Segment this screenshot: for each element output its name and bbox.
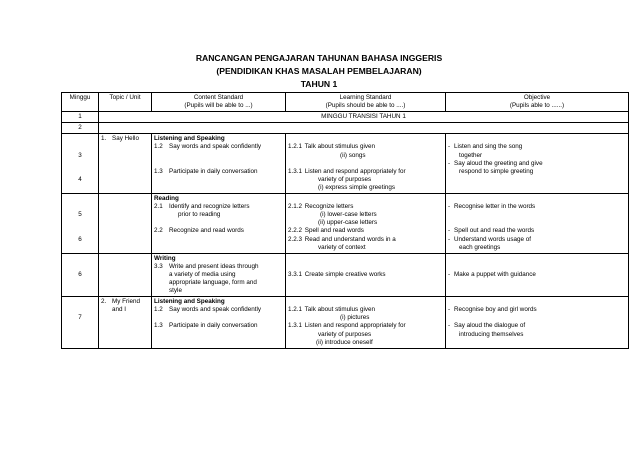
- week-cell: 5 6: [62, 194, 99, 254]
- topic-cell: [99, 253, 152, 296]
- week-cell: 3 4: [62, 134, 99, 194]
- header-minggu: Minggu: [62, 93, 99, 112]
- header-row: [62, 93, 629, 112]
- week-cell: 1: [62, 112, 99, 123]
- objective-cell: - Make a puppet with guidance: [446, 253, 629, 296]
- content-standard-cell: Writing 3.3 Write and present ideas through a variety of media using appropriate language, form and style: [152, 253, 286, 296]
- topic-cell: 2. My Friend and I: [99, 297, 152, 349]
- header-objective: Objective (Pupils able to ......): [446, 93, 629, 112]
- table-row: [62, 112, 629, 123]
- table-row: [62, 123, 629, 134]
- document-title: [0, 52, 638, 91]
- yearly-plan-table: [61, 92, 629, 349]
- learning-standard-cell: 1.2.1 Talk about stimulus given (ii) songs 1.3.1 Listen and respond appropriately for variety of purposes (i) express simple greetings: [286, 134, 446, 194]
- transition-week-cell: MINGGU TRANSISI TAHUN 1: [99, 112, 629, 123]
- objective-cell: - Listen and sing the song together - Say aloud the greeting and give respond to simple greeting: [446, 134, 629, 194]
- title-line-1: RANCANGAN PENGAJARAN TAHUNAN BAHASA INGGERIS: [195, 53, 443, 63]
- objective-cell: - Recognise boy and girl words - Say aloud the dialogue of introducing themselves: [446, 297, 629, 349]
- learning-standard-cell: 2.1.2 Recognize letters (i) lower-case letters (ii) upper-case letters 2.2.2 Spell and read words 2.2.3 Read and understand words in a variety of context: [286, 194, 446, 254]
- content-standard-cell: Reading 2.1 Identify and recognize letters prior to reading 2.2 Recognize and read words: [152, 194, 286, 254]
- header-topic: Topic / Unit: [99, 93, 152, 112]
- table-row: [62, 194, 629, 254]
- week-cell: 2: [62, 123, 99, 134]
- header-content-standard: Content Standard (Pupils will be able to ...): [152, 93, 286, 112]
- learning-standard-cell: 3.3.1 Create simple creative works: [286, 253, 446, 296]
- table-row: [62, 134, 629, 194]
- topic-cell: 1. Say Hello: [99, 134, 152, 194]
- topic-cell: [99, 194, 152, 254]
- objective-cell: - Recognise letter in the words - Spell out and read the words - Understand words usage of each greetings: [446, 194, 629, 254]
- title-line-3: TAHUN 1: [300, 79, 338, 89]
- learning-standard-cell: 1.2.1 Talk about stimulus given (i) pictures 1.3.1 Listen and respond appropriately for variety of purposes (ii) introduce oneself: [286, 297, 446, 349]
- content-standard-cell: Listening and Speaking 1.2 Say words and speak confidently 1.3 Participate in daily conversation: [152, 134, 286, 194]
- header-learning-standard: Learning Standard (Pupils should be able to ....): [286, 93, 446, 112]
- week-cell: 7: [62, 297, 99, 349]
- content-standard-cell: Listening and Speaking 1.2 Say words and speak confidently 1.3 Participate in daily conversation: [152, 297, 286, 349]
- title-line-2: (PENDIDIKAN KHAS MASALAH PEMBELAJARAN): [216, 66, 422, 76]
- table-row: [62, 253, 629, 296]
- empty-cell: [99, 123, 629, 134]
- table-row: [62, 297, 629, 349]
- week-cell: 6: [62, 253, 99, 296]
